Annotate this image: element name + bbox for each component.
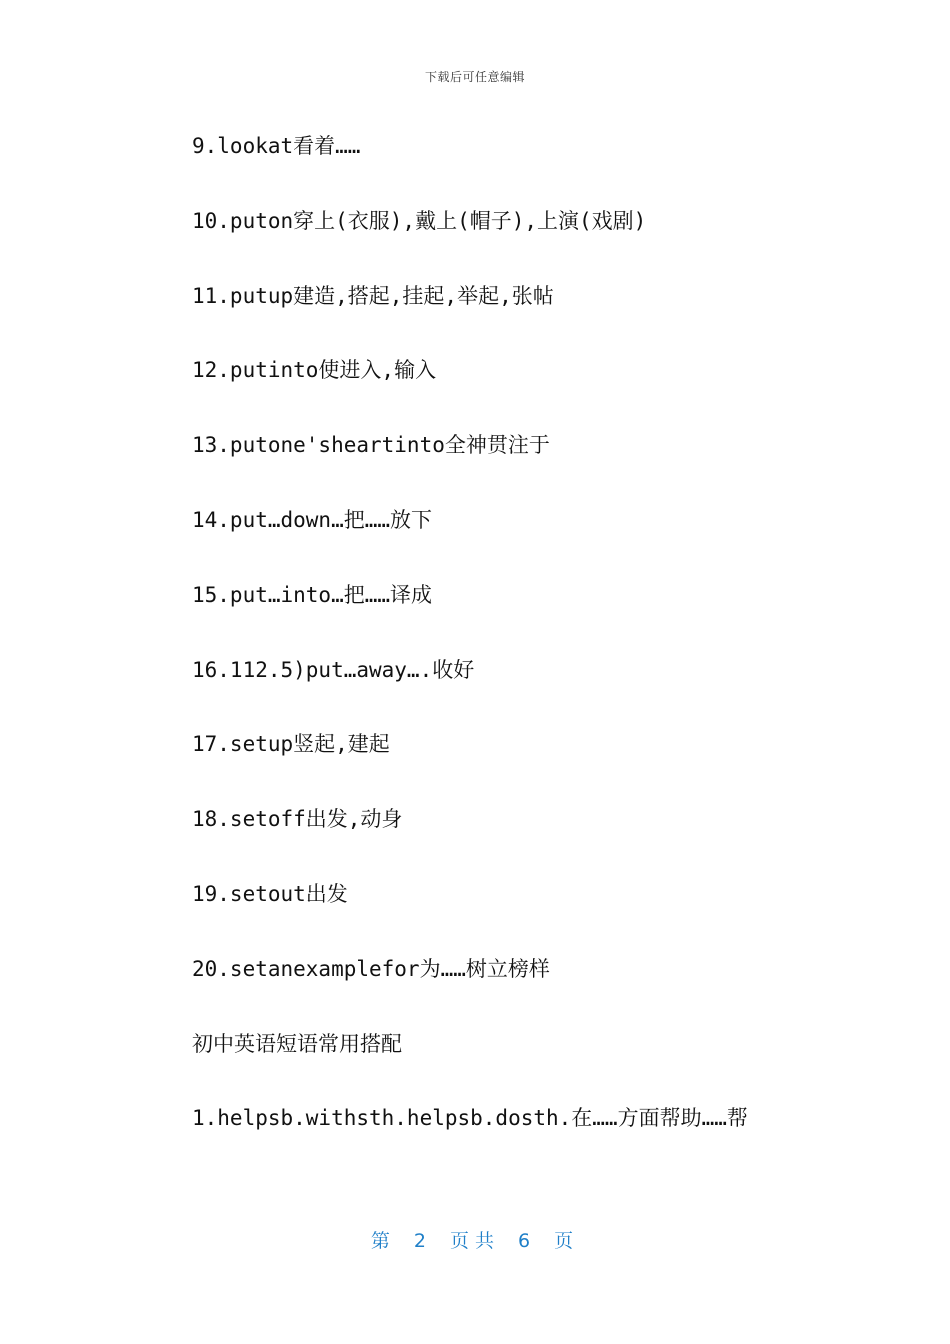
phrase-line: 19.setout出发	[192, 881, 348, 906]
document-body	[192, 128, 892, 1175]
phrase-line: 15.put…into…把……译成	[192, 582, 433, 607]
phrase-line: 13.putone'sheartinto全神贯注于	[192, 433, 550, 458]
phrase-line: 16.112.5)put…away….收好	[192, 657, 475, 682]
page-number-footer	[0, 1226, 950, 1253]
page-mid: 页共	[449, 1230, 500, 1252]
header-note: 下载后可任意编辑	[424, 70, 525, 84]
phrase-line: 18.setoff出发,动身	[192, 807, 403, 832]
phrase-line: 12.putinto使进入,输入	[192, 358, 437, 383]
phrase-line: 10.puton穿上(衣服),戴上(帽子),上演(戏剧)	[192, 208, 647, 233]
page-total: 6	[518, 1230, 537, 1252]
section-heading: 初中英语短语常用搭配	[192, 1031, 402, 1056]
phrase-line: 14.put…down…把……放下	[192, 507, 433, 532]
phrase-line: 9.lookat看着……	[192, 134, 361, 158]
page-suffix: 页	[554, 1230, 580, 1252]
phrase-line: 17.setup竖起,建起	[192, 732, 390, 757]
page-current: 2	[413, 1230, 432, 1252]
phrase-line: 20.setanexamplefor为……树立榜样	[192, 956, 550, 981]
page-prefix: 第	[370, 1230, 396, 1252]
phrase-line: 11.putup建造,搭起,挂起,举起,张帖	[192, 283, 554, 308]
phrase-line: 1.helpsb.withsth.helpsb.dosth.在……方面帮助……帮	[192, 1106, 748, 1131]
